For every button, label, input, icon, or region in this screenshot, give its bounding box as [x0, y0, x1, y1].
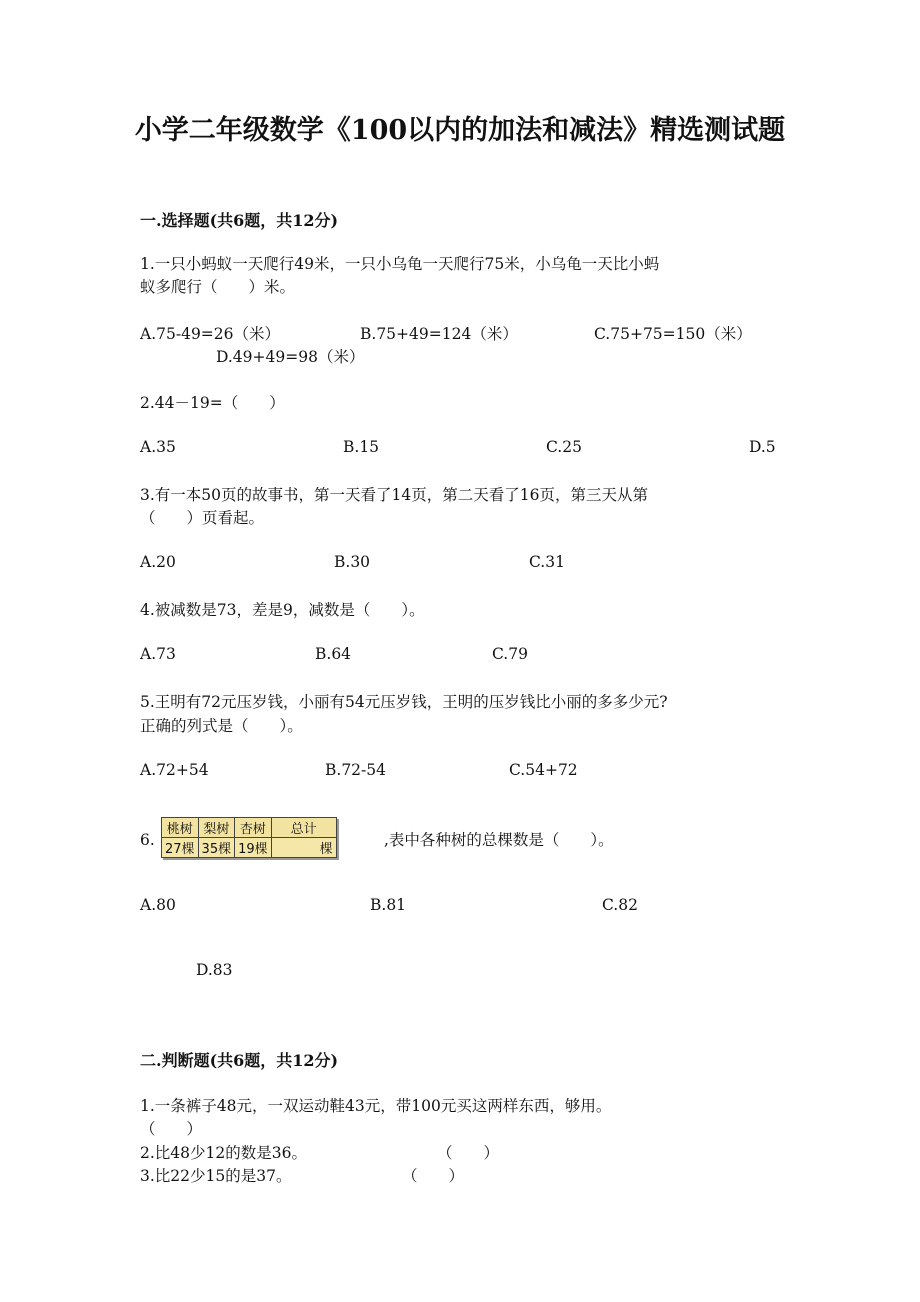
q6-option-a: A.80 — [140, 896, 176, 914]
judge-question-2: 2.比48少12的数是36。 — [140, 1144, 307, 1162]
judge-question-3: 3.比22少15的是37。 — [140, 1167, 292, 1185]
tree-count-table — [161, 817, 337, 858]
question-6-text: ,表中各种树的总棵数是（ ）。 — [384, 831, 614, 849]
table-header-apricot: 杏树 — [235, 818, 272, 838]
q2-option-b: B.15 — [343, 438, 380, 456]
q6-option-c: C.82 — [602, 896, 638, 914]
q1-option-c: C.75+75=150（米） — [594, 325, 752, 343]
q4-option-a: A.73 — [140, 645, 176, 663]
question-1-line-2: 蚁多爬行（ ）米。 — [140, 278, 296, 296]
q1-option-b: B.75+49=124（米） — [360, 325, 518, 343]
q1-option-d: D.49+49=98（米） — [216, 348, 365, 366]
q2-option-c: C.25 — [546, 438, 582, 456]
question-3-line-1: 3.有一本50页的故事书，第一天看了14页，第二天看了16页，第三天从第 — [140, 486, 648, 504]
q2-option-d: D.5 — [749, 438, 776, 456]
table-cell-total: 棵 — [271, 838, 336, 858]
q3-option-b: B.30 — [334, 553, 371, 571]
question-4: 4.被减数是73，差是9，减数是（ ）。 — [140, 601, 425, 619]
section-heading-choice: 一.选择题(共6题，共12分) — [140, 211, 339, 230]
judge-question-1-line-1: 1.一条裤子48元，一双运动鞋43元，带100元买这两样东西，够用。 — [140, 1097, 612, 1115]
judge-question-1-blank: （ ） — [140, 1120, 203, 1138]
question-2: 2.44－19=（ ） — [140, 394, 285, 412]
question-1-line-1: 1.一只小蚂蚁一天爬行49米，一只小乌龟一天爬行75米，小乌龟一天比小蚂 — [140, 255, 660, 273]
judge-question-3-blank: （ ） — [402, 1167, 465, 1185]
table-cell-pear: 35棵 — [198, 838, 235, 858]
table-cell-apricot: 19棵 — [235, 838, 272, 858]
table-cell-peach: 27棵 — [162, 838, 199, 858]
q3-option-a: A.20 — [140, 553, 176, 571]
table-header-pear: 梨树 — [198, 818, 235, 838]
question-3-line-2: （ ）页看起。 — [140, 509, 265, 527]
table-header-total: 总计 — [271, 818, 336, 838]
q5-option-a: A.72+54 — [140, 761, 209, 779]
page-title: 小学二年级数学《100以内的加法和减法》精选测试题 — [134, 115, 786, 146]
q4-option-b: B.64 — [315, 645, 352, 663]
q3-option-c: C.31 — [529, 553, 565, 571]
q6-option-b: B.81 — [370, 896, 407, 914]
q5-option-c: C.54+72 — [509, 761, 578, 779]
q2-option-a: A.35 — [140, 438, 176, 456]
question-5-line-1: 5.王明有72元压岁钱，小丽有54元压岁钱，王明的压岁钱比小丽的多多少元? — [140, 693, 668, 711]
section-heading-judgement: 二.判断题(共6题，共12分) — [140, 1051, 339, 1070]
q4-option-c: C.79 — [492, 645, 528, 663]
q5-option-b: B.72-54 — [325, 761, 387, 779]
question-5-line-2: 正确的列式是（ ）。 — [140, 717, 303, 735]
judge-question-2-blank: （ ） — [437, 1144, 500, 1162]
question-6-number: 6. — [140, 831, 155, 849]
q6-option-d: D.83 — [196, 961, 233, 979]
q1-option-a: A.75-49=26（米） — [140, 325, 281, 343]
table-header-peach: 桃树 — [162, 818, 199, 838]
